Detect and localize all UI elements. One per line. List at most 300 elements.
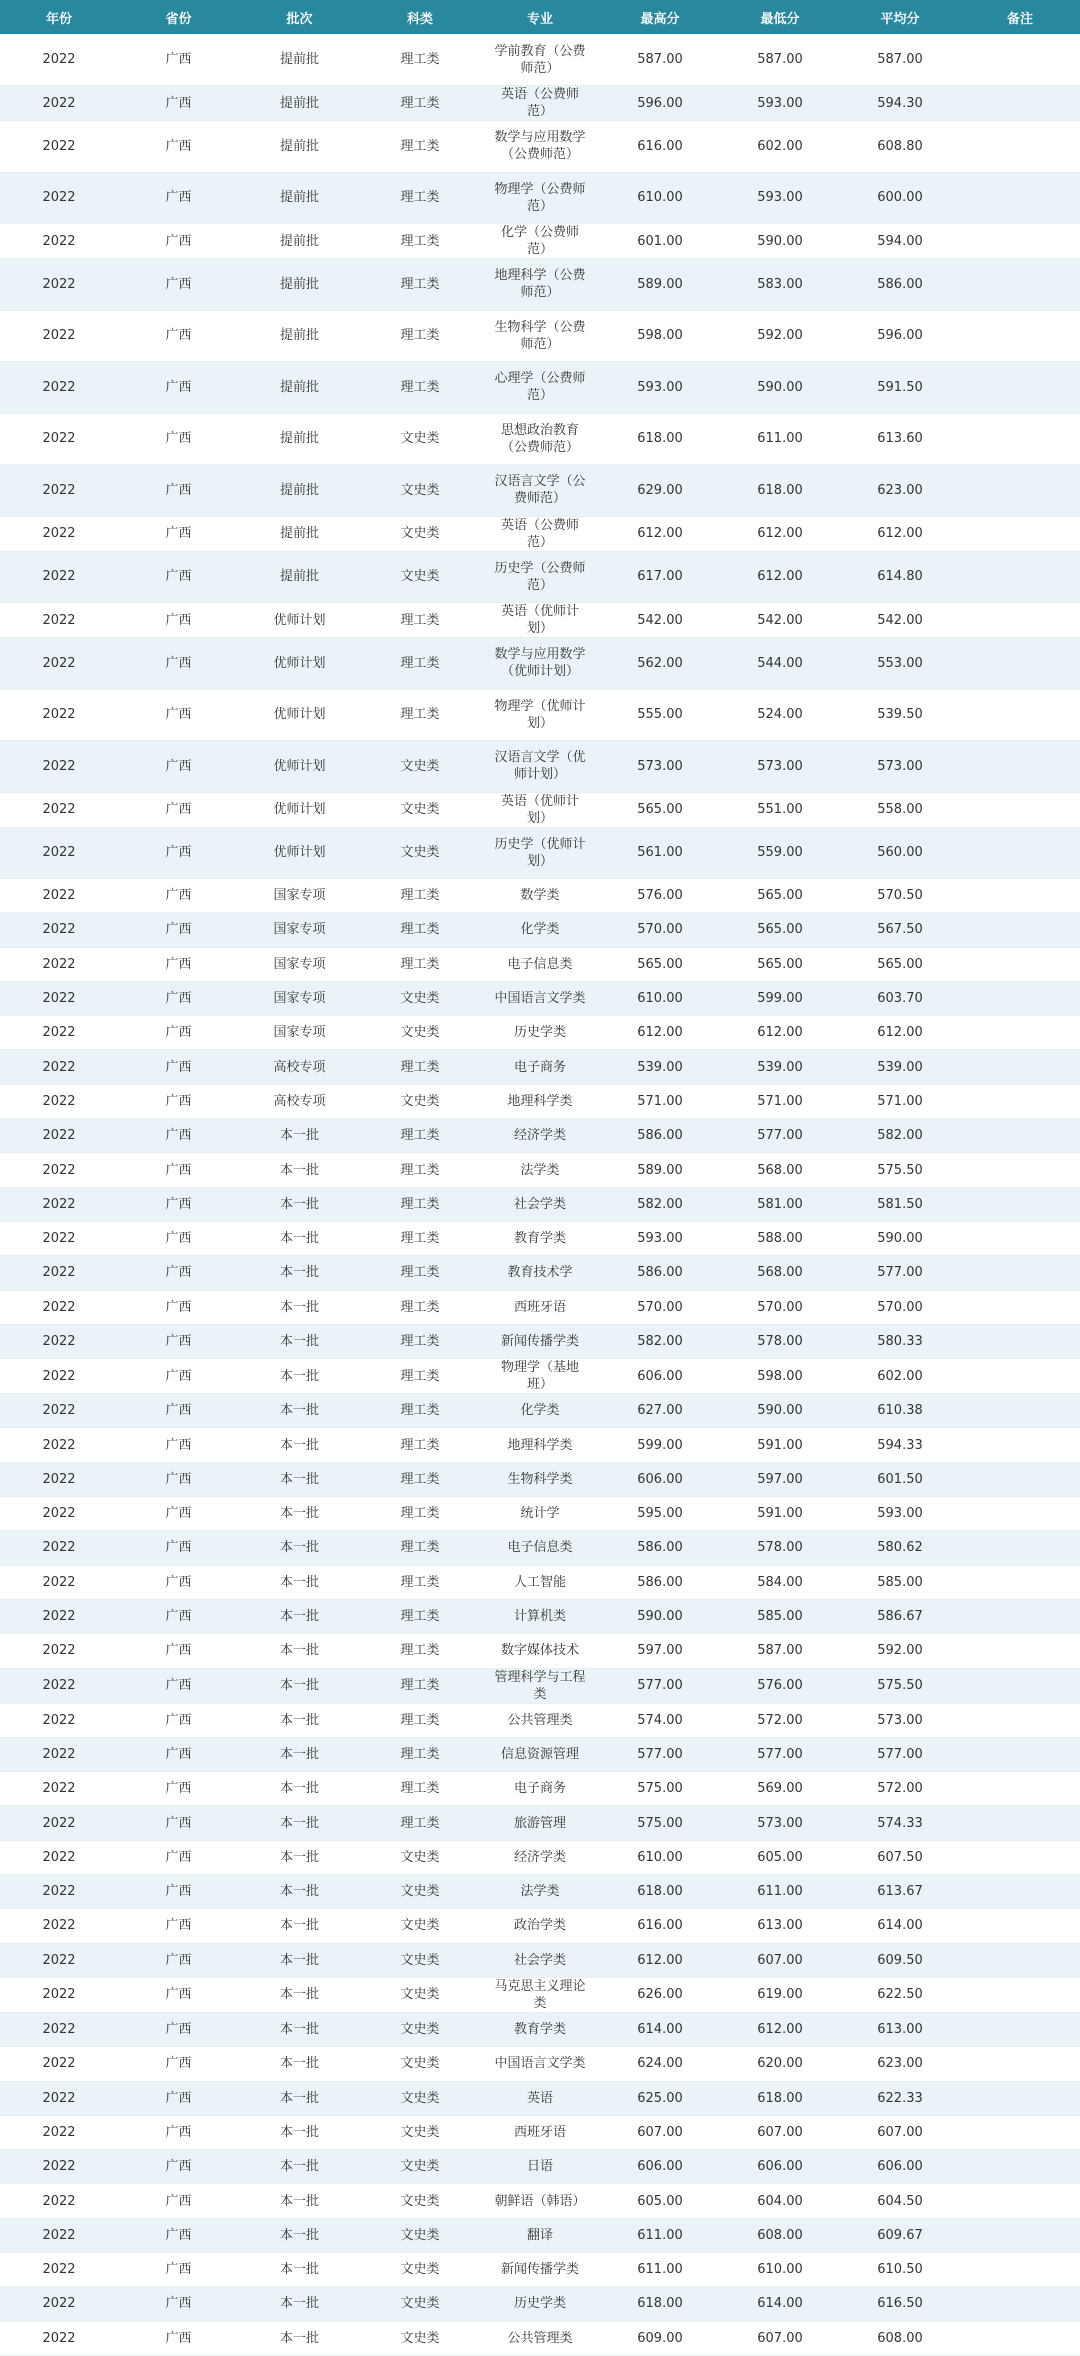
cell-major: 化学（公费师范） <box>480 224 600 259</box>
cell-avg-score: 553.00 <box>840 638 960 690</box>
cell-category: 理工类 <box>360 603 480 638</box>
cell-avg-score: 602.00 <box>840 1359 960 1394</box>
cell-year: 2022 <box>0 1703 118 1737</box>
cell-major: 社会学类 <box>480 1187 600 1221</box>
cell-max-score: 612.00 <box>600 1943 720 1977</box>
table-row <box>0 34 1080 86</box>
table-row <box>0 1703 1080 1737</box>
cell-major: 旅游管理 <box>480 1806 600 1840</box>
cell-min-score: 590.00 <box>720 362 840 414</box>
cell-note <box>960 638 1080 690</box>
cell-avg-score: 594.33 <box>840 1428 960 1462</box>
cell-province: 广西 <box>118 121 239 173</box>
cell-major: 法学类 <box>480 1875 600 1909</box>
cell-category: 文史类 <box>360 2287 480 2321</box>
cell-year: 2022 <box>0 1050 118 1084</box>
cell-note <box>960 1806 1080 1840</box>
cell-year: 2022 <box>0 1428 118 1462</box>
cell-min-score: 565.00 <box>720 947 840 981</box>
cell-batch: 优师计划 <box>239 741 360 793</box>
table-row <box>0 1290 1080 1324</box>
table-row <box>0 1016 1080 1050</box>
cell-max-score: 575.00 <box>600 1806 720 1840</box>
cell-year: 2022 <box>0 879 118 913</box>
cell-category: 文史类 <box>360 1016 480 1050</box>
table-row <box>0 1772 1080 1806</box>
cell-note <box>960 603 1080 638</box>
cell-min-score: 573.00 <box>720 1806 840 1840</box>
cell-note <box>960 1290 1080 1324</box>
cell-major: 电子商务 <box>480 1050 600 1084</box>
cell-min-score: 551.00 <box>720 792 840 827</box>
cell-min-score: 569.00 <box>720 1772 840 1806</box>
cell-year: 2022 <box>0 2081 118 2115</box>
cell-category: 理工类 <box>360 121 480 173</box>
cell-min-score: 618.00 <box>720 2081 840 2115</box>
cell-province: 广西 <box>118 2184 239 2218</box>
cell-year: 2022 <box>0 1531 118 1565</box>
cell-province: 广西 <box>118 1977 239 2012</box>
cell-major: 新闻传播学类 <box>480 2252 600 2286</box>
cell-province: 广西 <box>118 1153 239 1187</box>
table-row <box>0 259 1080 311</box>
cell-batch: 优师计划 <box>239 792 360 827</box>
table-row <box>0 603 1080 638</box>
cell-min-score: 565.00 <box>720 913 840 947</box>
cell-batch: 本一批 <box>239 1840 360 1874</box>
cell-batch: 提前批 <box>239 86 360 121</box>
table-body <box>0 34 1080 2355</box>
cell-max-score: 611.00 <box>600 2218 720 2252</box>
cell-year: 2022 <box>0 1840 118 1874</box>
cell-major: 教育学类 <box>480 2012 600 2046</box>
cell-max-score: 606.00 <box>600 1359 720 1394</box>
cell-year: 2022 <box>0 1256 118 1290</box>
cell-note <box>960 2184 1080 2218</box>
cell-province: 广西 <box>118 224 239 259</box>
cell-max-score: 617.00 <box>600 551 720 603</box>
table-row <box>0 879 1080 913</box>
header-max-score: 最高分 <box>640 11 680 27</box>
cell-category: 文史类 <box>360 981 480 1015</box>
cell-province: 广西 <box>118 689 239 741</box>
cell-batch: 本一批 <box>239 2115 360 2149</box>
cell-note <box>960 879 1080 913</box>
cell-batch: 本一批 <box>239 1462 360 1496</box>
cell-max-score: 586.00 <box>600 1256 720 1290</box>
cell-province: 广西 <box>118 1772 239 1806</box>
cell-note <box>960 1875 1080 1909</box>
cell-major: 英语（优师计划） <box>480 603 600 638</box>
cell-min-score: 597.00 <box>720 1462 840 1496</box>
cell-province: 广西 <box>118 259 239 311</box>
cell-category: 文史类 <box>360 792 480 827</box>
cell-major: 朝鲜语（韩语） <box>480 2184 600 2218</box>
cell-province: 广西 <box>118 2321 239 2355</box>
cell-major: 地理科学（公费师范） <box>480 259 600 311</box>
cell-major: 数字媒体技术 <box>480 1634 600 1668</box>
cell-year: 2022 <box>0 551 118 603</box>
cell-note <box>960 1668 1080 1703</box>
cell-batch: 提前批 <box>239 516 360 551</box>
cell-year: 2022 <box>0 981 118 1015</box>
cell-province: 广西 <box>118 1565 239 1599</box>
cell-batch: 本一批 <box>239 2218 360 2252</box>
cell-province: 广西 <box>118 638 239 690</box>
cell-batch: 本一批 <box>239 1187 360 1221</box>
cell-batch: 本一批 <box>239 2321 360 2355</box>
cell-min-score: 583.00 <box>720 259 840 311</box>
cell-avg-score: 587.00 <box>840 34 960 86</box>
cell-batch: 本一批 <box>239 1394 360 1428</box>
cell-province: 广西 <box>118 1462 239 1496</box>
cell-year: 2022 <box>0 689 118 741</box>
cell-avg-score: 571.00 <box>840 1084 960 1118</box>
cell-max-score: 586.00 <box>600 1119 720 1153</box>
cell-major: 计算机类 <box>480 1599 600 1633</box>
cell-max-score: 606.00 <box>600 1462 720 1496</box>
table-row <box>0 1221 1080 1255</box>
cell-max-score: 577.00 <box>600 1737 720 1771</box>
cell-major: 翻译 <box>480 2218 600 2252</box>
cell-note <box>960 1119 1080 1153</box>
cell-avg-score: 577.00 <box>840 1256 960 1290</box>
cell-major: 英语（公费师范） <box>480 86 600 121</box>
cell-major: 化学类 <box>480 913 600 947</box>
cell-min-score: 577.00 <box>720 1119 840 1153</box>
cell-major: 化学类 <box>480 1394 600 1428</box>
cell-category: 理工类 <box>360 1599 480 1633</box>
cell-note <box>960 259 1080 311</box>
cell-province: 广西 <box>118 1737 239 1771</box>
cell-major: 西班牙语 <box>480 1290 600 1324</box>
cell-province: 广西 <box>118 413 239 465</box>
cell-max-score: 629.00 <box>600 465 720 517</box>
cell-avg-score: 575.50 <box>840 1153 960 1187</box>
cell-year: 2022 <box>0 1290 118 1324</box>
table-row <box>0 1840 1080 1874</box>
table-row <box>0 689 1080 741</box>
cell-category: 理工类 <box>360 638 480 690</box>
table-row <box>0 1909 1080 1943</box>
cell-category: 文史类 <box>360 551 480 603</box>
cell-min-score: 620.00 <box>720 2047 840 2081</box>
cell-min-score: 571.00 <box>720 1084 840 1118</box>
cell-category: 理工类 <box>360 1359 480 1394</box>
cell-category: 理工类 <box>360 362 480 414</box>
cell-note <box>960 34 1080 86</box>
cell-avg-score: 593.00 <box>840 1497 960 1531</box>
cell-note <box>960 172 1080 224</box>
cell-province: 广西 <box>118 827 239 879</box>
cell-avg-score: 577.00 <box>840 1737 960 1771</box>
cell-province: 广西 <box>118 1324 239 1358</box>
cell-avg-score: 586.00 <box>840 259 960 311</box>
cell-year: 2022 <box>0 1943 118 1977</box>
cell-avg-score: 565.00 <box>840 947 960 981</box>
table-row <box>0 172 1080 224</box>
cell-major: 地理科学类 <box>480 1428 600 1462</box>
table-row <box>0 2252 1080 2286</box>
cell-batch: 本一批 <box>239 2287 360 2321</box>
cell-avg-score: 591.50 <box>840 362 960 414</box>
cell-province: 广西 <box>118 2218 239 2252</box>
cell-major: 数学类 <box>480 879 600 913</box>
cell-max-score: 539.00 <box>600 1050 720 1084</box>
cell-batch: 高校专项 <box>239 1084 360 1118</box>
cell-min-score: 585.00 <box>720 1599 840 1633</box>
cell-category: 文史类 <box>360 2012 480 2046</box>
cell-min-score: 524.00 <box>720 689 840 741</box>
table-row <box>0 981 1080 1015</box>
cell-batch: 本一批 <box>239 1977 360 2012</box>
cell-avg-score: 570.00 <box>840 1290 960 1324</box>
cell-min-score: 581.00 <box>720 1187 840 1221</box>
cell-year: 2022 <box>0 1772 118 1806</box>
cell-avg-score: 558.00 <box>840 792 960 827</box>
table-row <box>0 947 1080 981</box>
cell-province: 广西 <box>118 1599 239 1633</box>
table-row <box>0 1084 1080 1118</box>
cell-max-score: 616.00 <box>600 121 720 173</box>
cell-batch: 提前批 <box>239 34 360 86</box>
cell-year: 2022 <box>0 86 118 121</box>
cell-max-score: 574.00 <box>600 1703 720 1737</box>
cell-min-score: 584.00 <box>720 1565 840 1599</box>
table-row <box>0 310 1080 362</box>
table-row <box>0 2287 1080 2321</box>
cell-major: 历史学（优师计划） <box>480 827 600 879</box>
cell-province: 广西 <box>118 1050 239 1084</box>
cell-category: 文史类 <box>360 1840 480 1874</box>
cell-batch: 本一批 <box>239 2047 360 2081</box>
cell-category: 理工类 <box>360 1497 480 1531</box>
cell-min-score: 591.00 <box>720 1428 840 1462</box>
cell-max-score: 589.00 <box>600 1153 720 1187</box>
cell-batch: 本一批 <box>239 1256 360 1290</box>
cell-year: 2022 <box>0 827 118 879</box>
cell-note <box>960 1977 1080 2012</box>
cell-min-score: 565.00 <box>720 879 840 913</box>
cell-year: 2022 <box>0 638 118 690</box>
table-row <box>0 1806 1080 1840</box>
cell-category: 理工类 <box>360 1187 480 1221</box>
cell-category: 文史类 <box>360 741 480 793</box>
cell-max-score: 570.00 <box>600 913 720 947</box>
cell-year: 2022 <box>0 1634 118 1668</box>
header-min-score: 最低分 <box>760 11 800 27</box>
cell-avg-score: 612.00 <box>840 516 960 551</box>
cell-category: 理工类 <box>360 1772 480 1806</box>
cell-major: 人工智能 <box>480 1565 600 1599</box>
cell-note <box>960 1462 1080 1496</box>
cell-province: 广西 <box>118 34 239 86</box>
cell-min-score: 611.00 <box>720 413 840 465</box>
cell-province: 广西 <box>118 981 239 1015</box>
cell-province: 广西 <box>118 1290 239 1324</box>
cell-note <box>960 1394 1080 1428</box>
cell-batch: 本一批 <box>239 1531 360 1565</box>
cell-major: 物理学（公费师范） <box>480 172 600 224</box>
cell-note <box>960 2081 1080 2115</box>
cell-category: 理工类 <box>360 1324 480 1358</box>
cell-category: 理工类 <box>360 1394 480 1428</box>
table-row <box>0 1256 1080 1290</box>
cell-major: 电子商务 <box>480 1772 600 1806</box>
table-header <box>0 0 1080 34</box>
cell-major: 教育技术学 <box>480 1256 600 1290</box>
cell-province: 广西 <box>118 2252 239 2286</box>
cell-max-score: 561.00 <box>600 827 720 879</box>
cell-major: 数学与应用数学（公费师范） <box>480 121 600 173</box>
cell-year: 2022 <box>0 1875 118 1909</box>
table-row <box>0 2321 1080 2355</box>
cell-min-score: 568.00 <box>720 1256 840 1290</box>
cell-max-score: 618.00 <box>600 1875 720 1909</box>
cell-province: 广西 <box>118 1084 239 1118</box>
cell-category: 理工类 <box>360 1531 480 1565</box>
cell-category: 理工类 <box>360 1462 480 1496</box>
cell-year: 2022 <box>0 1806 118 1840</box>
cell-province: 广西 <box>118 2115 239 2149</box>
cell-category: 文史类 <box>360 1909 480 1943</box>
cell-major: 汉语言文学（优师计划） <box>480 741 600 793</box>
cell-year: 2022 <box>0 121 118 173</box>
cell-batch: 本一批 <box>239 1324 360 1358</box>
cell-province: 广西 <box>118 1119 239 1153</box>
cell-category: 理工类 <box>360 1290 480 1324</box>
cell-province: 广西 <box>118 2150 239 2184</box>
cell-min-score: 578.00 <box>720 1531 840 1565</box>
cell-year: 2022 <box>0 465 118 517</box>
cell-category: 文史类 <box>360 465 480 517</box>
cell-avg-score: 539.00 <box>840 1050 960 1084</box>
cell-max-score: 598.00 <box>600 310 720 362</box>
cell-note <box>960 2321 1080 2355</box>
cell-avg-score: 581.50 <box>840 1187 960 1221</box>
cell-min-score: 576.00 <box>720 1668 840 1703</box>
cell-avg-score: 592.00 <box>840 1634 960 1668</box>
cell-note <box>960 792 1080 827</box>
cell-note <box>960 1256 1080 1290</box>
cell-batch: 本一批 <box>239 1668 360 1703</box>
cell-avg-score: 582.00 <box>840 1119 960 1153</box>
table-row <box>0 1324 1080 1358</box>
cell-category: 理工类 <box>360 1703 480 1737</box>
cell-note <box>960 2150 1080 2184</box>
table-row <box>0 741 1080 793</box>
cell-min-score: 544.00 <box>720 638 840 690</box>
cell-major: 数学与应用数学（优师计划） <box>480 638 600 690</box>
cell-year: 2022 <box>0 1221 118 1255</box>
cell-major: 电子信息类 <box>480 947 600 981</box>
cell-province: 广西 <box>118 1359 239 1394</box>
cell-avg-score: 614.80 <box>840 551 960 603</box>
cell-note <box>960 2287 1080 2321</box>
cell-year: 2022 <box>0 362 118 414</box>
cell-avg-score: 560.00 <box>840 827 960 879</box>
cell-major: 新闻传播学类 <box>480 1324 600 1358</box>
cell-batch: 国家专项 <box>239 947 360 981</box>
cell-avg-score: 594.30 <box>840 86 960 121</box>
cell-major: 物理学（基地班） <box>480 1359 600 1394</box>
cell-year: 2022 <box>0 259 118 311</box>
table-row <box>0 1943 1080 1977</box>
cell-province: 广西 <box>118 1909 239 1943</box>
header-note: 备注 <box>1006 11 1033 27</box>
table-row <box>0 1428 1080 1462</box>
cell-category: 文史类 <box>360 2184 480 2218</box>
cell-note <box>960 1084 1080 1118</box>
cell-year: 2022 <box>0 1394 118 1428</box>
cell-batch: 本一批 <box>239 1703 360 1737</box>
cell-batch: 本一批 <box>239 2012 360 2046</box>
cell-major: 法学类 <box>480 1153 600 1187</box>
cell-avg-score: 616.50 <box>840 2287 960 2321</box>
cell-year: 2022 <box>0 1565 118 1599</box>
cell-min-score: 598.00 <box>720 1359 840 1394</box>
cell-category: 理工类 <box>360 1050 480 1084</box>
cell-province: 广西 <box>118 551 239 603</box>
cell-min-score: 570.00 <box>720 1290 840 1324</box>
cell-avg-score: 567.50 <box>840 913 960 947</box>
cell-year: 2022 <box>0 1668 118 1703</box>
cell-note <box>960 1428 1080 1462</box>
cell-major: 中国语言文学类 <box>480 2047 600 2081</box>
cell-year: 2022 <box>0 1737 118 1771</box>
cell-batch: 本一批 <box>239 1359 360 1394</box>
cell-min-score: 578.00 <box>720 1324 840 1358</box>
cell-avg-score: 613.60 <box>840 413 960 465</box>
cell-min-score: 590.00 <box>720 1394 840 1428</box>
cell-year: 2022 <box>0 1016 118 1050</box>
cell-note <box>960 1016 1080 1050</box>
cell-min-score: 610.00 <box>720 2252 840 2286</box>
cell-category: 理工类 <box>360 1634 480 1668</box>
cell-category: 理工类 <box>360 310 480 362</box>
table-row <box>0 362 1080 414</box>
cell-avg-score: 623.00 <box>840 2047 960 2081</box>
table-row <box>0 2047 1080 2081</box>
cell-max-score: 601.00 <box>600 224 720 259</box>
cell-avg-score: 608.00 <box>840 2321 960 2355</box>
cell-avg-score: 607.00 <box>840 2115 960 2149</box>
cell-max-score: 607.00 <box>600 2115 720 2149</box>
cell-year: 2022 <box>0 2115 118 2149</box>
cell-note <box>960 86 1080 121</box>
cell-min-score: 587.00 <box>720 1634 840 1668</box>
cell-max-score: 618.00 <box>600 2287 720 2321</box>
cell-category: 理工类 <box>360 1668 480 1703</box>
cell-batch: 本一批 <box>239 1290 360 1324</box>
cell-max-score: 625.00 <box>600 2081 720 2115</box>
cell-year: 2022 <box>0 1462 118 1496</box>
header-batch: 批次 <box>286 11 313 27</box>
cell-category: 文史类 <box>360 2321 480 2355</box>
cell-note <box>960 2218 1080 2252</box>
header-province: 省份 <box>165 11 192 27</box>
header-avg-score: 平均分 <box>880 11 920 27</box>
cell-max-score: 614.00 <box>600 2012 720 2046</box>
cell-min-score: 611.00 <box>720 1875 840 1909</box>
cell-min-score: 588.00 <box>720 1221 840 1255</box>
cell-note <box>960 1531 1080 1565</box>
table-row <box>0 2150 1080 2184</box>
cell-avg-score: 539.50 <box>840 689 960 741</box>
cell-note <box>960 1221 1080 1255</box>
cell-category: 文史类 <box>360 1084 480 1118</box>
cell-note <box>960 1497 1080 1531</box>
